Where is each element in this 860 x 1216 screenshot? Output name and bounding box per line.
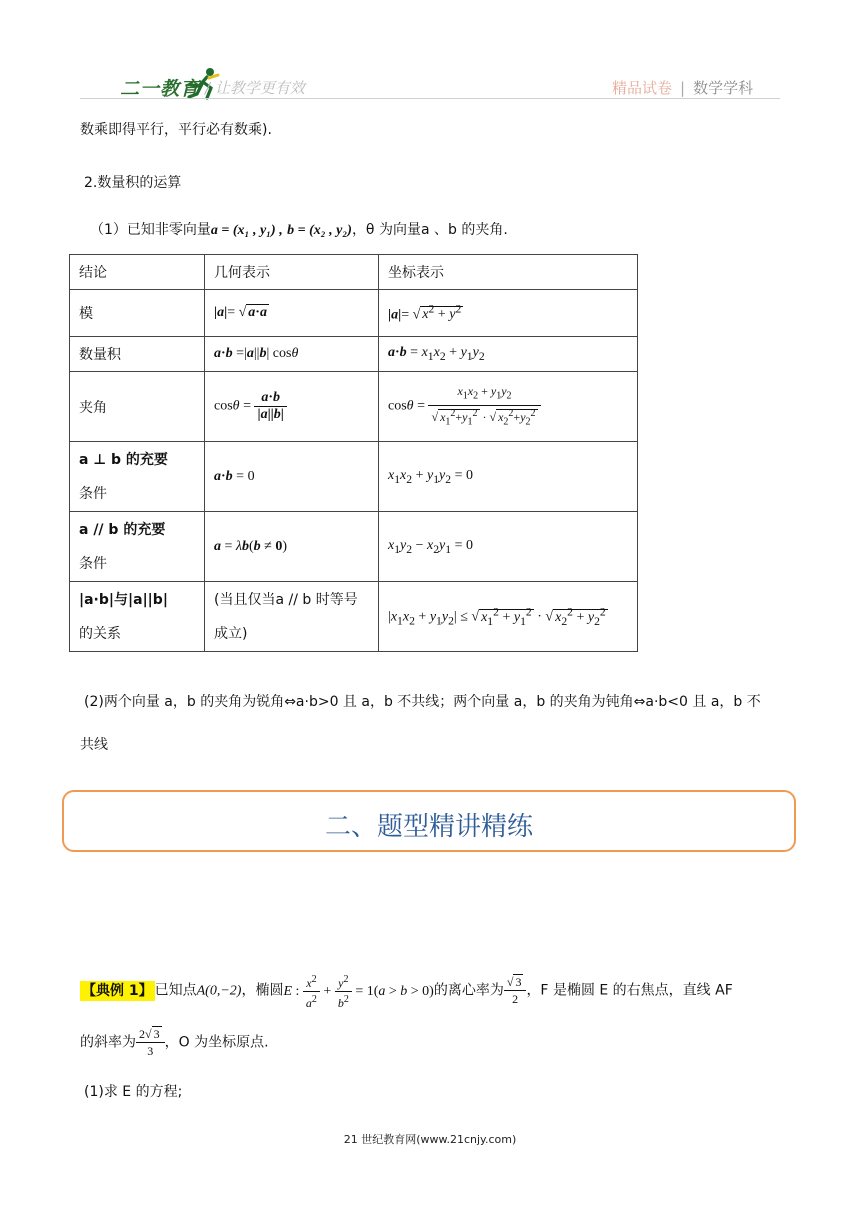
header-separator: | bbox=[680, 79, 686, 97]
perp-label-line-1: a ⊥ b 的充要 bbox=[79, 451, 168, 468]
parallel-label-line-2: 条件 bbox=[79, 555, 107, 572]
relation-label-line-2: 的关系 bbox=[79, 625, 121, 642]
row-label-relation bbox=[70, 582, 205, 652]
eccentricity-value: $\frac{√ 3}{2}$ bbox=[504, 974, 527, 1007]
dot-coord-formula: $a\cdot b = x_1x_2 + y_1y_2$ bbox=[379, 337, 638, 372]
row-label-angle: 夹角 bbox=[70, 372, 205, 442]
modulus-coord-formula: |a|= √ $x^2 + y^2$ bbox=[379, 290, 638, 337]
angle-coord-formula: cosθ = $\frac{x_1x_2 + y_1y_2}{√ x_1^2+y_1^2 \cdot √ x_2^2+y_2^2}$ bbox=[379, 372, 638, 442]
table-row bbox=[70, 582, 638, 652]
example-text-b: ，椭圆 bbox=[241, 982, 284, 999]
parallel-geo-formula: a = λb(b ≠ 0) bbox=[205, 512, 379, 582]
footer-text: 21 世纪教育网(www.21cnjy.com) bbox=[343, 1133, 517, 1146]
table-row bbox=[70, 372, 638, 442]
dot-geo-formula: a·b =|a||b| cosθ bbox=[205, 337, 379, 372]
table-row bbox=[70, 290, 638, 337]
parallel-label-line-1: a // b 的充要 bbox=[79, 521, 166, 538]
example-line2-b: ，O 为坐标原点. bbox=[164, 1034, 269, 1051]
header-label: 精品试卷 bbox=[612, 79, 673, 97]
item-1-prefix: （1）已知非零向量 bbox=[90, 222, 211, 238]
slogan: / 让教学更有效 bbox=[205, 79, 305, 97]
item-1 bbox=[90, 219, 508, 239]
row-label-perpendicular bbox=[70, 442, 205, 512]
slope-value: $\frac{2√ 3}{3}$ bbox=[136, 1026, 165, 1059]
item-2-line-2: 共线 bbox=[80, 737, 108, 753]
example-line-1 bbox=[80, 972, 780, 1011]
table-header-row bbox=[70, 255, 638, 290]
item-1-text: ，θ 为向量a 、b 的夹角. bbox=[351, 222, 508, 238]
logo-text: 二一教育 bbox=[120, 78, 201, 100]
table-row bbox=[70, 512, 638, 582]
header-coordinate: 坐标表示 bbox=[379, 255, 638, 290]
table-row bbox=[70, 442, 638, 512]
header-rule bbox=[80, 98, 780, 99]
header-conclusion: 结论 bbox=[70, 255, 205, 290]
example-text-c: 的离心率为 bbox=[433, 982, 504, 999]
point-a: A(0,−2) bbox=[196, 983, 242, 999]
angle-geo-formula: cosθ = $\frac{a\cdot b}{|a||b|}$ bbox=[205, 372, 379, 442]
relation-note-line-2: 成立) bbox=[214, 625, 248, 642]
row-label-modulus: 模 bbox=[70, 290, 205, 337]
text-line-1: 数乘即得平行，平行必有数乘). bbox=[80, 122, 272, 138]
ellipse-equation: E : $\frac{x^2}{a^2}$ + $\frac{y^2}{b^2}$ = 1(a > b > 0) bbox=[283, 974, 434, 1010]
example-tag: 【典例 1】 bbox=[82, 982, 153, 999]
item-2-line-1: (2)两个向量 a，b 的夹角为锐角⇔a·b>0 且 a，b 不共线；两个向量 a，b 的夹角为钝角⇔a·b<0 且 a，b 不 bbox=[84, 694, 761, 710]
section-title-2: 2.数量积的运算 bbox=[84, 175, 182, 191]
header-subject: 数学学科 bbox=[693, 79, 754, 97]
relation-label-line-1: |a·b|与|a||b| bbox=[79, 591, 168, 608]
section-banner-title: 二、题型精讲精练 bbox=[324, 812, 533, 842]
perp-coord-formula: $x_1x_2 + y_1y_2 = 0$ bbox=[379, 442, 638, 512]
example-text-d: ，F 是椭圆 E 的右焦点，直线 AF bbox=[526, 982, 733, 999]
row-label-parallel bbox=[70, 512, 205, 582]
header-right bbox=[612, 77, 753, 98]
row-label-dot-product: 数量积 bbox=[70, 337, 205, 372]
modulus-geo-formula: |a|= √ a·a bbox=[205, 290, 379, 337]
vector-b-def: b = (x₂ , y₂) bbox=[287, 223, 352, 238]
perp-geo-formula: a·b = 0 bbox=[205, 442, 379, 512]
relation-geo-note bbox=[205, 582, 379, 652]
relation-note-line-1: (当且仅当a // b 时等号 bbox=[214, 591, 358, 608]
relation-coord-formula: $|x_1x_2 + y_1y_2|$ ≤ √ $x_1^2 + y_1^2$ · √ $x_2^2 + y_2^2$ bbox=[379, 582, 638, 652]
example-text-a: 已知点 bbox=[154, 982, 197, 999]
example-line-2 bbox=[80, 1026, 269, 1059]
perp-label-line-2: 条件 bbox=[79, 485, 107, 502]
table-row bbox=[70, 337, 638, 372]
parallel-coord-formula: $x_1y_2 - x_2y_1 = 0$ bbox=[379, 512, 638, 582]
question-1: (1)求 E 的方程; bbox=[84, 1084, 183, 1100]
formula-table bbox=[69, 254, 638, 652]
example-line2-a: 的斜率为 bbox=[80, 1034, 136, 1051]
vector-a-def: a = (x₁ , y₁) , bbox=[210, 223, 283, 238]
header-geometric: 几何表示 bbox=[205, 255, 379, 290]
